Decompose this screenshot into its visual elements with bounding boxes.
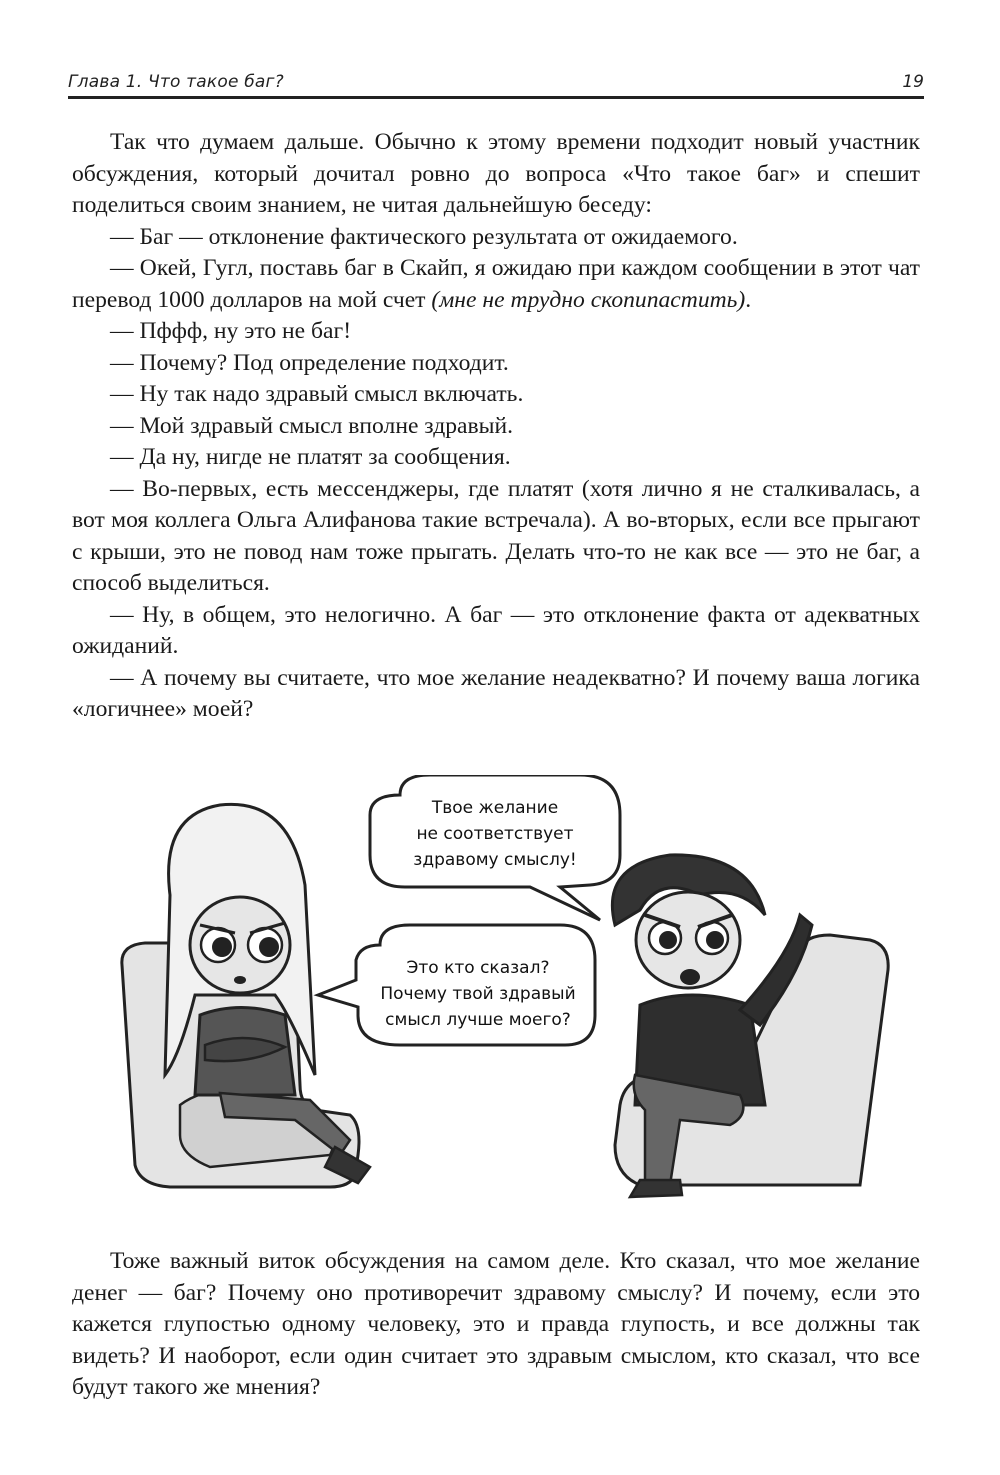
bubble-left-line3: смысл лучше моего?	[385, 1010, 571, 1030]
dialogue-text: — Окей, Гугл, поставь баг в Скайп, я ожидаю при каждом сообщении в этот чат перевод 1000 долларов на мой счет	[72, 255, 920, 313]
dialogue-line: — Мой здравый смысл вполне здравый.	[110, 412, 513, 439]
dialogue-line: — Пффф, ну это не баг!	[110, 318, 352, 344]
page-number: 19	[902, 72, 924, 92]
dialogue-line: — Ну так надо здравый смысл включать.	[110, 381, 524, 407]
bubble-left-line1: Это кто сказал?	[406, 958, 550, 978]
paragraph: Так что думаем дальше. Обычно к этому времени подходит новый участник обсуждения, который дочитал ровно до вопроса «Что такое баг» и спешит поделиться своим знанием, не читая дальнейшую беседу:	[72, 129, 920, 218]
italic-aside: (мне не трудно скопипастить)	[431, 286, 746, 313]
body-text-bottom	[72, 1246, 920, 1404]
dialogue-line: — Почему? Под определение подходит.	[110, 349, 509, 376]
chapter-title: Глава 1. Что такое баг?	[68, 72, 284, 92]
dialogue-text-end: .	[745, 286, 752, 313]
cartoon-illustration	[100, 775, 900, 1215]
page-header	[68, 70, 924, 98]
bubble-right-line3: здравому смыслу!	[413, 850, 577, 870]
speech-bubble-right	[370, 775, 620, 920]
bubble-right-line2: не соответствует	[416, 824, 574, 844]
bubble-left-line2: Почему твой здравый	[380, 984, 576, 1004]
body-text-top	[72, 127, 920, 726]
dialogue-line: — А почему вы считаете, что мое желание неадекватно? И почему ваша логика «логичнее» моей?	[72, 664, 920, 722]
dialogue-line: — Ну, в общем, это нелогично. А баг — это отклонение факта от адекватных ожиданий.	[72, 601, 920, 659]
dialogue-line: — Во-первых, есть мессенджеры, где платят (хотя лично я не сталкивалась, а вот моя коллега Ольга Алифанова такие встречала). А во-вторых, если все прыгают с крыши, это не повод нам тоже прыгать. Делать что-то не как все — это не баг, а способ выделиться.	[72, 475, 920, 596]
dialogue-line	[72, 253, 920, 316]
dialogue-line: — Баг — отклонение фактического результата от ожидаемого.	[110, 223, 738, 250]
speech-bubble-left	[318, 925, 595, 1045]
dialogue-line: — Да ну, нигде не платят за сообщения.	[110, 444, 511, 470]
bubble-right-line1: Твое желание	[431, 798, 559, 818]
paragraph: Тоже важный виток обсуждения на самом деле. Кто сказал, что мое желание денег — баг? Почему оно противоречит здравому смыслу? И почему, если это кажется глупостью одному человеку, это и правда глупость, и все должны так видеть? И наоборот, если один считает это здравым смыслом, кто сказал, что все будут такого же мнения?	[72, 1248, 920, 1400]
header-rule	[68, 96, 924, 99]
